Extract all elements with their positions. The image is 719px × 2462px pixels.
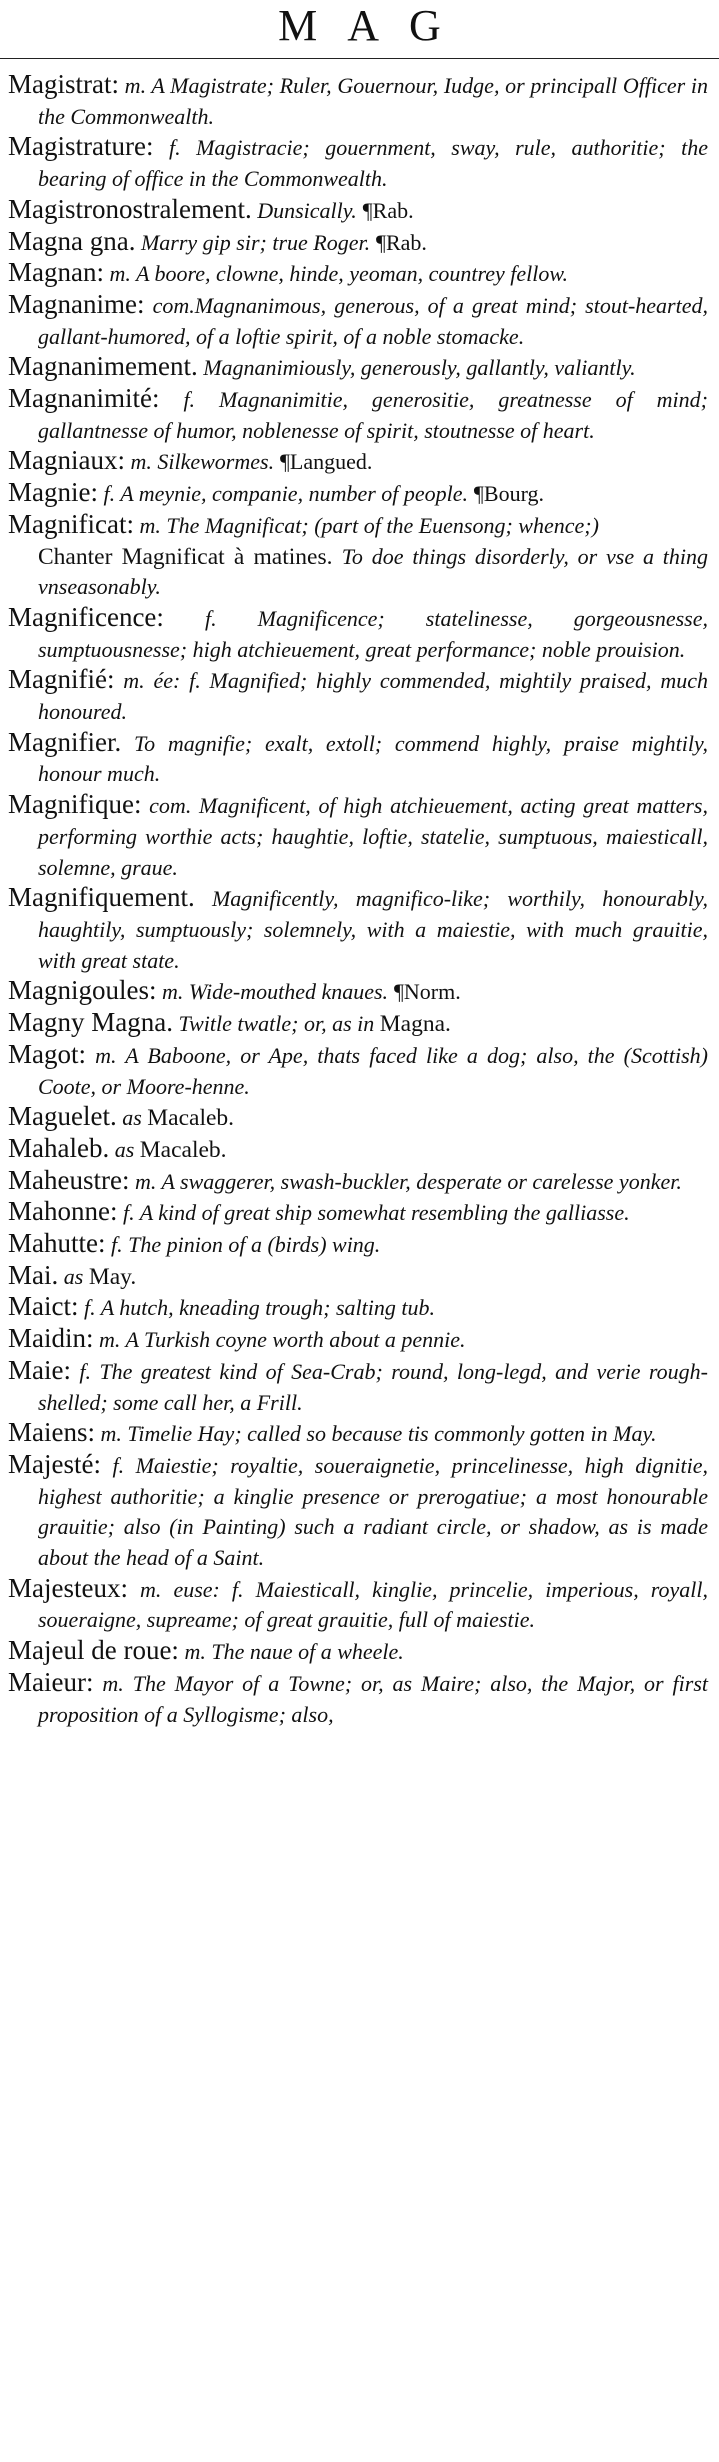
sub-entry-chanter-magnificat (8, 542, 708, 603)
definition: A Magistrate; Ruler, Gouernour, Iudge, or principall Officer in the Commonwealth. (38, 73, 708, 129)
definition: Timelie Hay; called so because tis commonly gotten in May. (127, 1421, 657, 1447)
entry-maict (8, 1292, 708, 1324)
cross-reference: Macaleb. (147, 1105, 235, 1132)
definition: A boore, clowne, hinde, yeoman, countrey fellow. (135, 261, 568, 287)
grammar: m. (93, 1670, 133, 1696)
cross-reference: Macaleb. (139, 1136, 227, 1163)
headword: Magnanime: (8, 288, 145, 319)
grammar: f. (70, 1358, 100, 1384)
headword: Majesteux: (8, 1572, 128, 1603)
entry-maidin (8, 1324, 708, 1356)
grammar: f. (117, 1200, 140, 1226)
definition: as (114, 1136, 140, 1162)
headword: Maict: (8, 1291, 79, 1322)
entry-mahutte (8, 1229, 708, 1261)
headword: Maheustre: (8, 1164, 130, 1195)
entry-mai (8, 1261, 708, 1293)
grammar: f. (159, 387, 220, 413)
headword: Magnigoules: (8, 975, 157, 1006)
entry-magot (8, 1040, 708, 1102)
source-note: ¶ Norm. (394, 979, 461, 1004)
headword: Magistronostralement. (8, 193, 252, 224)
headword: Magnanimité: (8, 383, 160, 414)
cross-reference: Magna. (379, 1011, 451, 1038)
entry-majesteux (8, 1574, 708, 1636)
headword: Mahaleb. (8, 1132, 110, 1163)
definition: Magistracie; gouernment, sway, rule, authoritie; the bearing of office in the Commonwealth. (38, 135, 708, 192)
entry-magnifie (8, 665, 708, 727)
definition: Maiestie; royaltie, soueraignetie, princelinesse, high dignitie, highest authoritie; a kinglie presence or prerogatiue; a most honourable grauitie; also (in Painting) such a radiant circle, or shadow, as is made about the head of a Saint. (38, 1452, 708, 1571)
definition: To doe things disorderly, or vse a thing vnseasonably. (38, 543, 708, 600)
entry-maieur (8, 1668, 708, 1730)
headword: Magniaux: (8, 445, 125, 476)
definition: Magnanimous, generous, of a great mind; stout-hearted, gallant-humored, of a loftie spirit, of a noble stomacke. (38, 292, 708, 349)
definition: A hutch, kneading trough; salting tub. (100, 1295, 435, 1321)
definition: Silkewormes. (157, 449, 275, 475)
entry-magnanimement (8, 352, 708, 384)
entry-magny-magna (8, 1008, 708, 1040)
entry-magistronostralement (8, 195, 708, 227)
headword: Majeul de roue: (8, 1635, 179, 1666)
entry-mahaleb (8, 1134, 708, 1166)
grammar: f. (153, 135, 197, 161)
header-rule (0, 58, 719, 59)
definition: The pinion of a (birds) wing. (128, 1232, 381, 1258)
entry-magnanime (8, 290, 708, 352)
entry-magnanimite (8, 384, 708, 446)
definition: Magnificence; statelinesse, gorgeousnesse, sumptuousnesse; high atchieuement, great performance; noble prouision. (38, 605, 708, 662)
grammar: m. (178, 1639, 212, 1665)
grammar: f. (78, 1295, 101, 1321)
headword: Magnificat: (8, 508, 134, 539)
entry-magniaux (8, 446, 708, 478)
grammar: m. (156, 979, 189, 1005)
headword: Magistrat: (8, 69, 119, 99)
definition: A swaggerer, swash-buckler, desperate or carelesse yonker. (161, 1168, 682, 1194)
entry-mahonne (8, 1197, 708, 1229)
entry-magnigoules (8, 976, 708, 1008)
grammar: f. (163, 605, 258, 631)
entry-magnifique (8, 790, 708, 883)
grammar: m. (95, 1421, 128, 1447)
grammar: m. (93, 1327, 126, 1353)
headword: Maidin: (8, 1323, 94, 1354)
definition: Wide-mouthed knaues. (188, 979, 389, 1005)
grammar: m. euse: f. (127, 1576, 256, 1602)
grammar: m. (103, 261, 136, 287)
definition: Dunsically. (257, 197, 357, 223)
headword: Magnificence: (8, 601, 164, 632)
source-note: ¶ Rab. (376, 230, 427, 255)
definition: To magnifie; exalt, extoll; commend highly, praise mightily, honour much. (38, 730, 708, 787)
grammar: m. (86, 1042, 126, 1068)
entry-magnie (8, 478, 708, 510)
headword: Magot: (8, 1038, 86, 1069)
grammar: f. (97, 481, 121, 507)
headword: Magnifique: (8, 789, 142, 820)
definition: Maiesticall, kinglie, princelie, imperious, royall, soueraigne, supreame; of great grauitie, full of maiestie. (38, 1576, 708, 1633)
page-header: MAG (278, 1, 471, 50)
entry-magnificence (8, 603, 708, 665)
grammar: m. (118, 73, 152, 98)
entry-majeul-de-roue (8, 1636, 708, 1668)
definition: A kind of great ship somewhat resembling the galliasse. (139, 1200, 630, 1226)
definition: The naue of a wheele. (211, 1639, 404, 1665)
headword: Magnanimement. (8, 351, 198, 382)
entry-magnifiquement (8, 883, 708, 976)
definition: A Baboone, or Ape, thats faced like a dog; also, the (Scottish) Coote, or Moore-henne. (38, 1042, 708, 1099)
entry-maguelet (8, 1102, 708, 1134)
source-note: ¶ Bourg. (474, 481, 544, 506)
definition: The Magnificat; (part of the Euensong; whence;) (166, 512, 599, 538)
entry-majeste (8, 1450, 708, 1574)
entry-magistrature (8, 132, 708, 194)
definition: Magnanimitie, generositie, greatnesse of mind; gallantnesse of humor, noblenesse of spirit, stoutnesse of heart. (38, 387, 708, 443)
grammar: f. (105, 1232, 129, 1258)
entry-maheustre (8, 1166, 708, 1198)
grammar: m. ée: f. (114, 668, 210, 694)
headword: Mai. (8, 1259, 59, 1290)
sub-headword: Chanter Magnificat à matines. (38, 543, 333, 570)
grammar: f. (100, 1452, 136, 1478)
definition: A Turkish coyne worth about a pennie. (125, 1327, 466, 1353)
headword: Mahutte: (8, 1228, 106, 1259)
headword: Magnifier. (8, 726, 122, 757)
entry-maie (8, 1356, 708, 1418)
definition: Twitle twatle; or, as in (178, 1011, 380, 1037)
definition: Magnificently, magnifico-like; worthily, honourably, haughtily, sumptuously; solemnely, with a maiestie, with much grauitie, with great state. (38, 886, 708, 973)
definition: Magnificent, of high atchieuement, acting great matters, performing worthie acts; haughtie, loftie, statelie, sumptuous, maiesticall, solemne, graue. (38, 793, 708, 880)
headword: Maieur: (8, 1666, 94, 1697)
definition: Magnified; highly commended, mightily praised, much honoured. (38, 668, 708, 725)
headword: Magnan: (8, 257, 104, 288)
headword: Mahonne: (8, 1196, 118, 1227)
definition: The greatest kind of Sea-Crab; round, long-legd, and verie rough-shelled; some call her, a Frill. (38, 1358, 708, 1415)
source-note: ¶ Rab. (363, 198, 414, 223)
definition: Magnanimiously, generously, gallantly, valiantly. (203, 355, 636, 381)
headword: Magnie: (8, 477, 98, 508)
definition: as (63, 1263, 89, 1289)
grammar: m. (129, 1168, 162, 1194)
grammar: com. (144, 292, 195, 318)
entry-magnificat (8, 510, 708, 542)
headword: Magistrature: (8, 131, 154, 162)
entry-magistrat (8, 70, 708, 132)
grammar: m. (124, 449, 158, 475)
headword: Maie: (8, 1354, 71, 1385)
entry-magnan (8, 258, 708, 290)
definition: as (122, 1105, 148, 1131)
entry-magnifier (8, 728, 708, 790)
definition: A meynie, companie, number of people. (120, 481, 469, 507)
grammar: com. (141, 793, 199, 819)
headword: Magny Magna. (8, 1007, 173, 1038)
cross-reference: May. (88, 1263, 137, 1290)
definition: Marry gip sir; true Roger. (140, 229, 371, 255)
headword: Magnifié: (8, 664, 115, 695)
grammar (121, 731, 134, 756)
headword: Maguelet. (8, 1101, 117, 1132)
source-note: ¶ Langued. (280, 449, 372, 474)
grammar: m. (133, 512, 167, 538)
grammar (195, 886, 212, 911)
definition: The Mayor of a Towne; or, as Maire; also, the Major, or first proposition of a Syllogisme; also, (38, 1670, 708, 1727)
headword: Magna gna. (8, 225, 136, 256)
entry-list (8, 70, 708, 1730)
entry-maiens (8, 1418, 708, 1450)
entry-magna-gna (8, 227, 708, 259)
headword: Magnifiquement. (8, 882, 195, 913)
headword: Maiens: (8, 1417, 95, 1448)
headword: Majesté: (8, 1448, 101, 1479)
